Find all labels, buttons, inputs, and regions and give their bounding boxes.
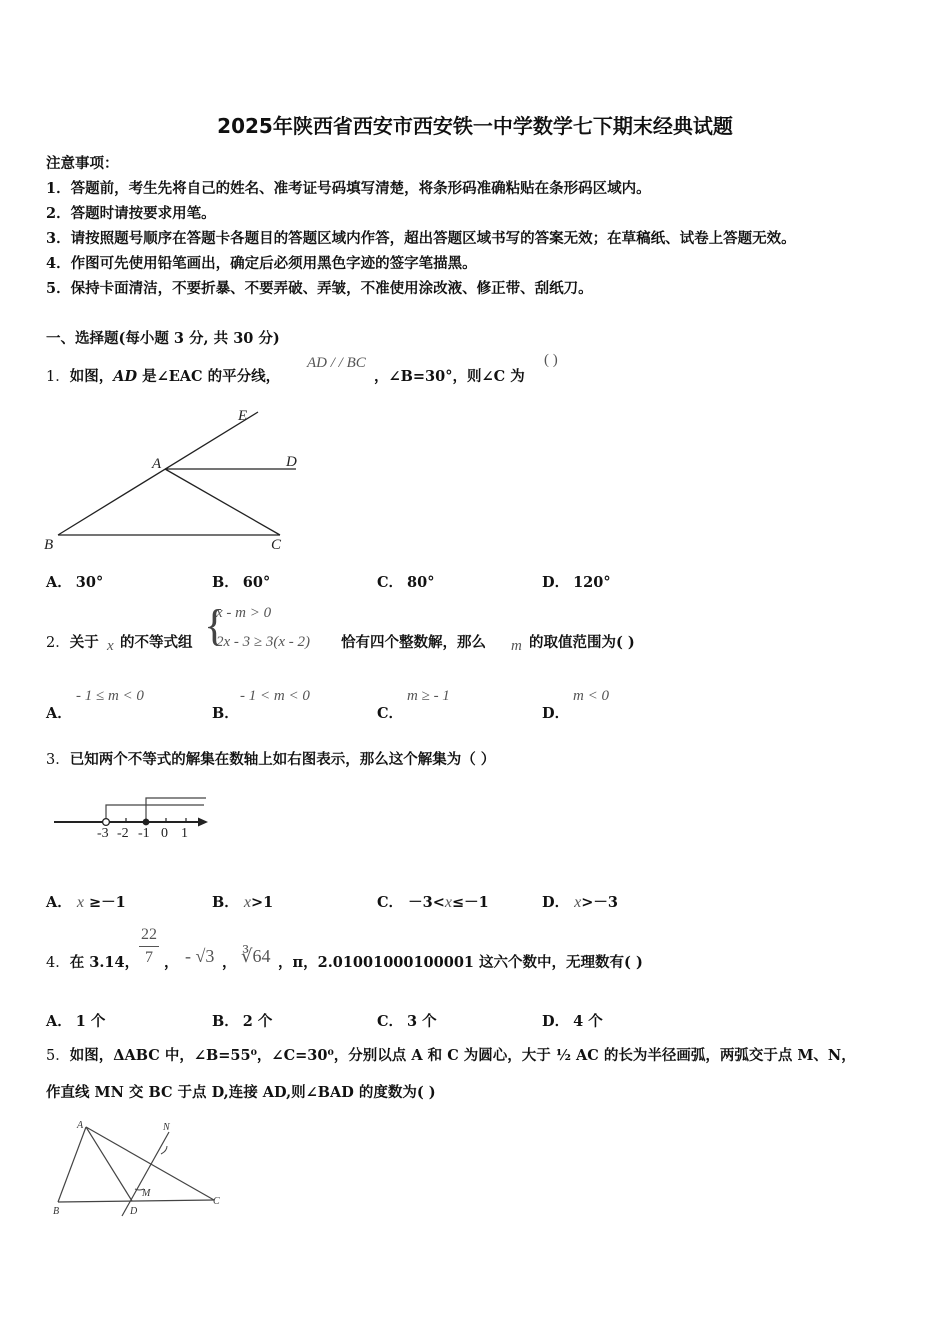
q2-option-c-expr: m ≥ - 1 bbox=[407, 688, 450, 704]
q3-option-a: A． x ≥－1 bbox=[46, 894, 126, 911]
q4-option-a: A． 1 个 bbox=[46, 1013, 106, 1030]
page-title: 2025年陕西省西安市西安铁一中学数学七下期末经典试题 bbox=[217, 114, 733, 138]
label-d: D bbox=[130, 1206, 138, 1217]
q2-option-b-expr: - 1 < m < 0 bbox=[240, 688, 310, 704]
fraction-denominator: 7 bbox=[145, 949, 153, 966]
question-number: 4． bbox=[46, 955, 70, 971]
q2-text-d: 的取值范围为( ) bbox=[529, 634, 635, 651]
tick-label: -2 bbox=[117, 826, 129, 841]
q1-option-a: A． 30° bbox=[46, 574, 104, 591]
q4-neg-sqrt: - √3 bbox=[185, 946, 215, 966]
segment-ad bbox=[86, 1127, 132, 1201]
q3-text: 已知两个不等式的解集在数轴上如右图表示，那么这个解集为（ ） bbox=[69, 751, 496, 768]
q1-ad: AD bbox=[113, 368, 138, 385]
label-e: E bbox=[238, 408, 248, 424]
q4-text-a: 在 3.14， bbox=[69, 954, 140, 971]
q2-text-a: 关于 bbox=[69, 634, 99, 651]
notice-item-1: 1．答题前，考生先将自己的姓名、准考证号码填写清楚，将条形码准确粘贴在条形码区域内。 bbox=[46, 180, 651, 197]
label-n: N bbox=[163, 1122, 170, 1133]
arc-n bbox=[161, 1146, 167, 1154]
line-mn bbox=[122, 1132, 169, 1216]
q3-number-line bbox=[50, 792, 215, 844]
line-ac bbox=[165, 469, 280, 535]
tick-label: 1 bbox=[181, 826, 188, 841]
label-b: B bbox=[53, 1206, 60, 1217]
question-2-stem bbox=[46, 631, 99, 652]
q2-text-b: 的不等式组 bbox=[120, 634, 193, 651]
q2-ineq-2: 2x - 3 ≥ 3(x - 2) bbox=[216, 634, 311, 650]
q4-sep-2: ， bbox=[222, 954, 237, 971]
label-c: C bbox=[271, 537, 282, 553]
q4-cube-root: ∛64 bbox=[241, 946, 271, 966]
notice-heading: 注意事项： bbox=[46, 155, 119, 172]
q4-sep-1: ， bbox=[164, 954, 179, 971]
q1-option-d: D． 120° bbox=[542, 574, 611, 591]
q5-figure bbox=[46, 1118, 236, 1222]
section-heading: 一、选择题(每小题 3 分, 共 30 分) bbox=[46, 330, 280, 347]
segment-ab bbox=[58, 1127, 86, 1202]
tick-label: -1 bbox=[138, 826, 150, 841]
q4-fraction bbox=[139, 924, 159, 969]
label-a: A bbox=[77, 1120, 84, 1131]
q2-var-m: m bbox=[511, 638, 522, 654]
solution-bracket-upper bbox=[146, 798, 206, 822]
q3-option-d: D． x>－3 bbox=[542, 894, 618, 911]
system-brace: { bbox=[204, 601, 226, 650]
notice-item-3: 3．请按照题号顺序在答题卡各题目的答题区域内作答，超出答题区域书写的答案无效；在草稿纸、试卷上答题无效。 bbox=[46, 230, 796, 247]
notice-item-4: 4．作图可先使用铅笔画出，确定后必须用黑色字迹的签字笔描黑。 bbox=[46, 255, 477, 272]
q1-parallel-condition: AD / / BC bbox=[307, 355, 366, 371]
question-number: 2． bbox=[46, 635, 70, 651]
q1-option-b: B． 60° bbox=[212, 574, 271, 591]
tick-label: -3 bbox=[97, 826, 109, 841]
question-number: 1． bbox=[46, 369, 70, 385]
q2-option-b-letter: B． bbox=[212, 705, 239, 722]
notice-item-2: 2．答题时请按要求用笔。 bbox=[46, 205, 216, 222]
q4-option-b: B． 2 个 bbox=[212, 1013, 273, 1030]
q1-text-b: 是∠EAC 的平分线， bbox=[137, 368, 281, 385]
q5-line-1: 如图，ΔABC 中，∠B=55⁰，∠C=30⁰，分别以点 A 和 C 为圆心，大于 ½ AC 的长为半径画弧，两弧交于点 M、N， bbox=[69, 1047, 856, 1064]
q2-option-c-letter: C． bbox=[377, 705, 404, 722]
q4-option-c: C． 3 个 bbox=[377, 1013, 437, 1030]
question-number: 3． bbox=[46, 752, 70, 768]
closed-point bbox=[143, 819, 150, 826]
question-1-stem bbox=[46, 365, 280, 386]
label-c: C bbox=[213, 1196, 220, 1207]
question-3-stem bbox=[46, 748, 495, 769]
q3-option-b: B． x>1 bbox=[212, 894, 274, 911]
question-5-stem bbox=[46, 1044, 856, 1065]
q2-text-c: 恰有四个整数解，那么 bbox=[341, 634, 486, 651]
q2-option-d-expr: m < 0 bbox=[573, 688, 609, 704]
q2-option-a-expr: - 1 ≤ m < 0 bbox=[76, 688, 144, 704]
label-d: D bbox=[286, 454, 297, 470]
q2-option-d-letter: D． bbox=[542, 705, 570, 722]
q1-figure bbox=[40, 400, 310, 558]
solution-bracket-lower bbox=[106, 805, 204, 822]
open-point bbox=[103, 819, 110, 826]
q3-option-c: C． －3<x≤－1 bbox=[377, 894, 489, 911]
question-number: 5． bbox=[46, 1048, 70, 1064]
q1-option-c: C． 80° bbox=[377, 574, 435, 591]
q2-option-a-letter: A． bbox=[46, 705, 72, 722]
segment-bc bbox=[58, 1200, 214, 1202]
line-be bbox=[58, 412, 258, 535]
tick-label: 0 bbox=[161, 826, 168, 841]
fraction-numerator: 22 bbox=[139, 924, 159, 947]
notice-item-5: 5．保持卡面清洁，不要折暴、不要弄破、弄皱，不准使用涂改液、修正带、刮纸刀。 bbox=[46, 280, 593, 297]
q5-line-2: 作直线 MN 交 BC 于点 D,连接 AD,则∠BAD 的度数为( ) bbox=[46, 1084, 436, 1101]
q1-text-a: 如图， bbox=[69, 368, 114, 385]
question-4-stem bbox=[46, 951, 139, 972]
q1-text-c: ，∠B=30°，则∠C 为 bbox=[374, 368, 525, 385]
q2-ineq-1: x - m > 0 bbox=[216, 605, 272, 621]
axis-arrow bbox=[198, 818, 208, 827]
q2-var-x: x bbox=[107, 638, 114, 654]
q4-text-b: ，π，2.01001000100001 这六个数中，无理数有( ) bbox=[278, 954, 643, 971]
label-m: M bbox=[142, 1188, 151, 1199]
label-a: A bbox=[152, 456, 162, 472]
q4-option-d: D． 4 个 bbox=[542, 1013, 603, 1030]
label-b: B bbox=[44, 537, 54, 553]
q1-answer-paren: ( ) bbox=[544, 352, 558, 368]
